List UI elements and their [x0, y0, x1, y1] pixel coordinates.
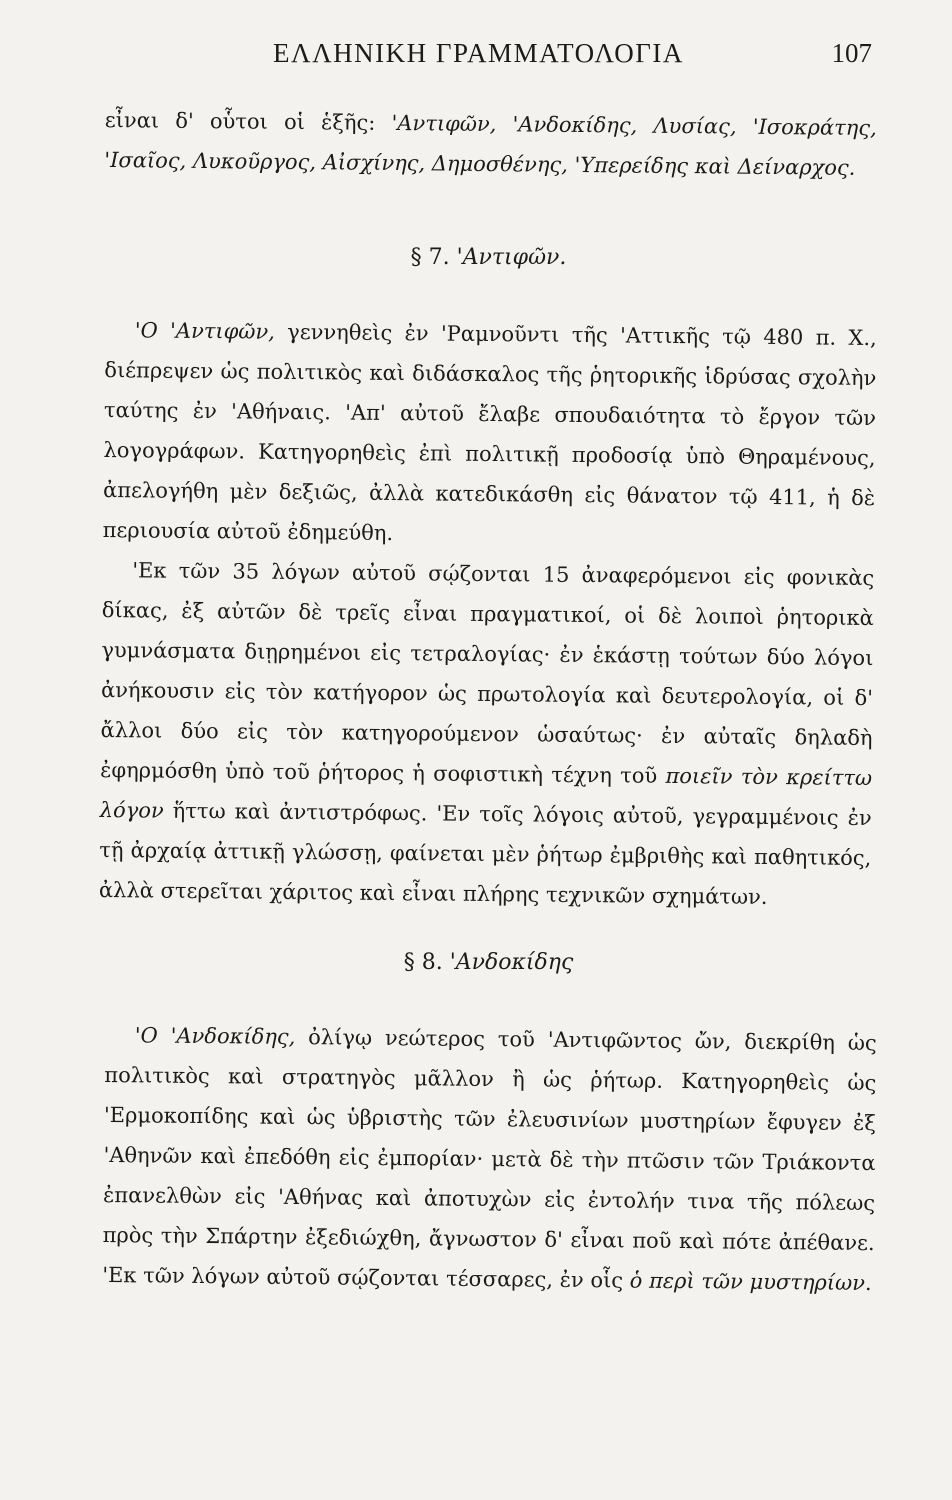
andocides-paragraph	[102, 1015, 877, 1303]
section-8-number: § 8.	[403, 950, 443, 975]
antiphon-italic-phrase: ποιεῖν τὸν κρείττω λόγον	[99, 763, 873, 823]
andocides-name: 'Ο 'Ανδοκίδης,	[134, 1023, 296, 1049]
running-head	[105, 38, 872, 82]
section-7-heading	[105, 245, 872, 270]
antiphon-paragraph-2-text-a: 'Εκ τῶν 35 λόγων αὐτοῦ σῴζονται 15 ἀναφερόμενοι εἰς φονικὰς δίκας, ἐξ αὐτῶν δὲ τρεῖς εἶναι πραγματικοί, οἱ δὲ λοιποὶ ῥητορικὰ γυμνάσματα διῃρημένοι εἰς τετραλογίας· ἐν ἑκάστῃ τούτων δύο λόγοι ἀνήκουσιν εἰς τὸν κατήγορον ὡς πρωτολογία καὶ δευτερολογία, οἱ δ' ἄλλοι δύο εἰς τὸν κατηγορούμενον ὡσαύτως· ἐν αὐταῖς δηλαδὴ ἐφηρμόσθη ὑπὸ τοῦ ῥήτορος ἡ σοφιστικὴ τέχνη τοῦ	[100, 558, 875, 788]
intro-orator-names: 'Αντιφῶν, 'Ανδοκίδης, Λυσίας, 'Ισοκράτης, 'Ισαῖος, Λυκοῦργος, Αἰσχίνης, Δημοσθένης, 'Υπερείδης καὶ Δείναρχος.	[104, 111, 877, 180]
section-8-title: 'Ανδοκίδης	[449, 950, 574, 975]
running-head-title: ΕΛΛΗΝΙΚΗ ΓΡΑΜΜΑΤΟΛΟΓΙΑ	[273, 38, 684, 68]
andocides-text-a: ὀλίγῳ νεώτερος τοῦ 'Αντιφῶντος ὤν, διεκρίθη ὡς πολιτικὸς καὶ στρατηγὸς μᾶλλον ἢ ὡς ῥήτωρ. Κατηγορηθεὶς ὡς 'Ερμοκοπίδης καὶ ὡς ὑβριστὴς τῶν ἐλευσινίων μυστηρίων ἔφυγεν ἐξ 'Αθηνῶν καὶ ἐπεδόθη εἰς ἐμπορίαν· μετὰ δὲ τὴν πτῶσιν τῶν Τριάκοντα ἐπανελθὼν εἰς 'Αθήνας καὶ ἀποτυχὼν εἰς ἐντολήν τινα τῆς πόλεως πρὸς τὴν Σπάρτην ἐξεδιώχθη, ἄγνωστον δ' εἶναι ποῦ καὶ πότε ἀπέθανε. 'Εκ τῶν λόγων αὐτοῦ σῴζονται τέσσαρες, ἐν οἷς	[102, 1024, 877, 1293]
antiphon-paragraph-1	[102, 310, 876, 558]
section-7-title: 'Αντιφῶν.	[456, 245, 567, 270]
andocides-text-b: .	[864, 1270, 872, 1296]
andocides-italic-title: ὁ περὶ τῶν μυστηρίων	[629, 1268, 866, 1295]
antiphon-name: 'Ο 'Αντιφῶν,	[134, 318, 276, 344]
page-number: 107	[831, 38, 872, 68]
andocides-section-body	[102, 1015, 877, 1303]
intro-paragraph	[104, 100, 877, 188]
antiphon-section-body	[99, 310, 877, 918]
section-7-number: § 7.	[410, 245, 450, 270]
section-8-heading	[105, 950, 872, 975]
antiphon-paragraph-1-text: γεννηθεὶς ἐν 'Ραμνοῦντι τῆς 'Αττικῆς τῷ 480 π. Χ., διέπρεψεν ὡς πολιτικὸς καὶ διδάσκαλος τῆς ῥητορικῆς ἱδρύσας σχολὴν ταύτης ἐν 'Αθήναις. 'Απ' αὐτοῦ ἔλαβε σπουδαιότητα τὸ ἔργον τῶν λογογράφων. Κατηγορηθεὶς ἐπὶ πολιτικῇ προδοσίᾳ ὑπὸ Θηραμένους, ἀπελογήθη μὲν δεξιῶς, ἀλλὰ κατεδικάσθη εἰς θάνατον τῷ 411, ἡ δὲ περιουσία αὐτοῦ ἐδημεύθη.	[102, 319, 877, 546]
antiphon-paragraph-2-text-b: ἥττω καὶ ἀντιστρόφως. 'Εν τοῖς λόγοις αὐτοῦ, γεγραμμένοις ἐν τῇ ἀρχαίᾳ ἀττικῇ γλώσσῃ, φαίνεται μὲν ῥήτωρ ἐμβριθὴς καὶ παθητικός, ἀλλὰ στερεῖται χάριτος καὶ εἶναι πλήρης τεχνικῶν σχημάτων.	[98, 798, 872, 909]
antiphon-paragraph-2	[99, 550, 875, 918]
intro-lead: εἶναι δ' οὗτοι οἱ ἑξῆς:	[104, 107, 392, 136]
